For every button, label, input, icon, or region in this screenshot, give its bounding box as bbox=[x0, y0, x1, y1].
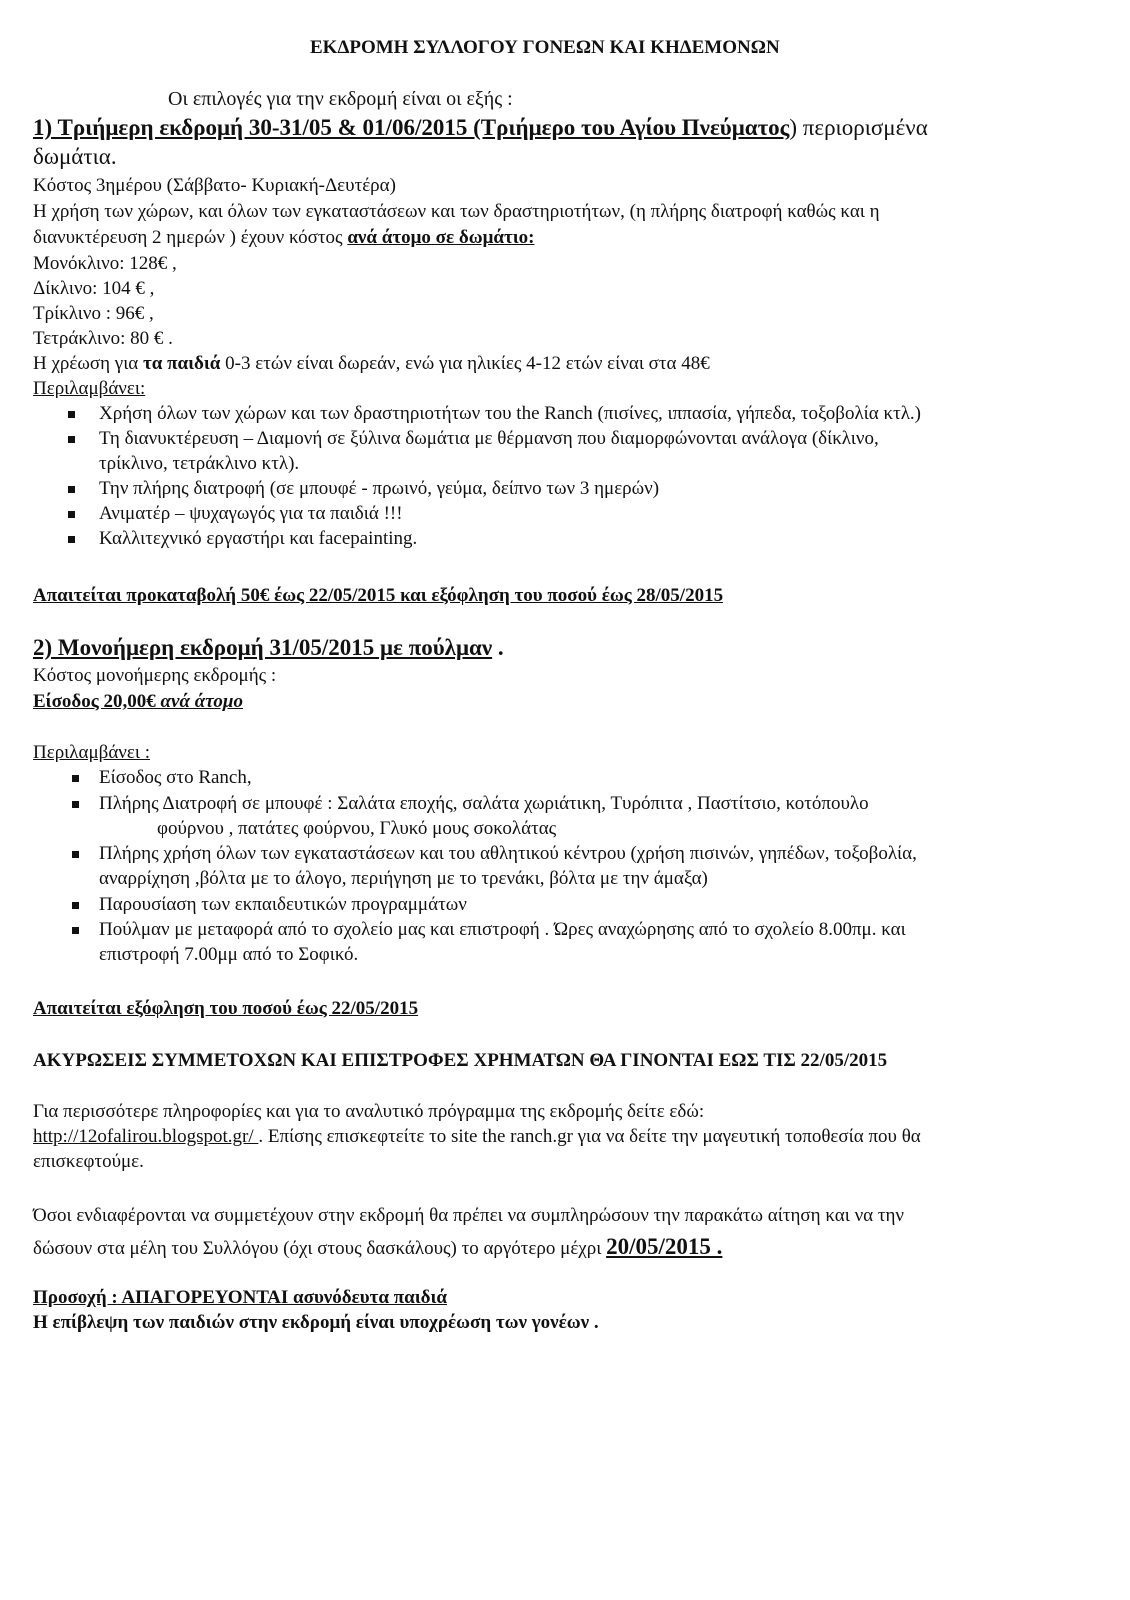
price-quadruple: Τετράκλινο: 80 € . bbox=[33, 328, 173, 349]
option2-include-item: Πλήρης χρήση όλων των εγκαταστάσεων και του αθλητικού κέντρου (χρήση πισινών, γηπέδων, τοξοβολία, bbox=[99, 843, 917, 864]
option1-heading bbox=[33, 114, 928, 142]
children-pricing-pre: Η χρέωση για bbox=[33, 353, 144, 374]
warning-text: ΑΠΑΓΟΡΕΥΟΝΤΑΙ ασυνόδευτα παιδιά bbox=[117, 1287, 448, 1308]
children-pricing-post: 0-3 ετών είναι δωρεάν, ενώ για ηλικίες 4-12 ετών είναι στα 48€ bbox=[220, 353, 710, 374]
option2-include-item: Παρουσίαση των εκπαιδευτικών προγραμμάτων bbox=[99, 894, 467, 915]
option1-usage-text: διανυκτέρευση 2 ημερών ) έχουν κόστος bbox=[33, 227, 348, 248]
bullet-icon bbox=[72, 801, 79, 808]
option1-includes-label: Περιλαμβάνει: bbox=[33, 378, 146, 399]
option2-heading-main: 2) Μονοήμερη εκδρομή 31/05/2015 με πούλμαν bbox=[33, 635, 493, 660]
option2-include-item-continued: επιστροφή 7.00μμ από το Σοφικό. bbox=[99, 944, 359, 965]
info-line3: επισκεφτούμε. bbox=[33, 1151, 144, 1172]
option1-include-item: Τη διανυκτέρευση – Διαμονή σε ξύλινα δωμάτια με θέρμανση που διαμορφώνονται ανάλογα (δίκλινο, bbox=[99, 428, 879, 449]
children-pricing bbox=[33, 352, 710, 376]
option2-payment-notice: Απαιτείται εξόφληση του ποσού έως 22/05/2015 bbox=[33, 998, 419, 1019]
option1-usage-emphasis: ανά άτομο σε δωμάτιο: bbox=[347, 227, 535, 248]
option2-include-item-continued: φούρνου , πατάτες φούρνου, Γλυκό μους σοκολάτας bbox=[157, 818, 557, 839]
price-single: Μονόκλινο: 128€ , bbox=[33, 253, 177, 274]
registration-deadline: 20/05/2015 . bbox=[606, 1234, 723, 1259]
option1-heading-line2: δωμάτια. bbox=[33, 144, 117, 169]
bullet-icon bbox=[68, 536, 75, 543]
option1-usage-line1: Η χρήση των χώρων, και όλων των εγκαταστάσεων και των δραστηριοτήτων, (η πλήρης διατροφή καθώς και η bbox=[33, 201, 880, 222]
bullet-icon bbox=[72, 927, 79, 934]
info-line1: Για περισσότερε πληροφορίες και για το αναλυτικό πρόγραμμα της εκδρομής δείτε εδώ: bbox=[33, 1101, 705, 1122]
option2-heading-tail: . bbox=[492, 635, 504, 660]
warning-label: Προσοχή : bbox=[33, 1287, 118, 1308]
price-double: Δίκλινο: 104 € , bbox=[33, 278, 155, 299]
bullet-icon bbox=[68, 486, 75, 493]
option2-include-item-continued: αναρρίχηση ,βόλτα με το άλογο, περιήγηση με το τρενάκι, βόλτα με την άμαξα) bbox=[99, 868, 708, 889]
option2-entry-per-person: ανά άτομο bbox=[160, 691, 243, 712]
option1-include-item: Την πλήρης διατροφή (σε μπουφέ - πρωινό, γεύμα, δείπνο των 3 ημερών) bbox=[99, 478, 660, 499]
option2-heading bbox=[33, 634, 504, 662]
option1-heading-main: 1) Τριήμερη εκδρομή 30-31/05 & 01/06/2015 (Τριήμερο του Αγίου Πνεύματος bbox=[33, 115, 790, 140]
registration-line2 bbox=[33, 1233, 722, 1261]
option2-includes-label: Περιλαμβάνει : bbox=[33, 742, 150, 763]
option1-heading-tail: ) περιορισμένα bbox=[789, 115, 928, 140]
warning-line bbox=[33, 1286, 447, 1310]
option2-entry-fee bbox=[33, 690, 243, 714]
supervision-note: Η επίβλεψη των παιδιών στην εκδρομή είναι υποχρέωση των γονέων . bbox=[33, 1312, 599, 1333]
info-line2 bbox=[33, 1125, 921, 1149]
bullet-icon bbox=[72, 902, 79, 909]
intro-text: Οι επιλογές για την εκδρομή είναι οι εξής : bbox=[168, 88, 513, 110]
bullet-icon bbox=[72, 775, 79, 782]
option1-include-item: Ανιματέρ – ψυχαγωγός για τα παιδιά !!! bbox=[99, 503, 403, 524]
registration-line2-text: δώσουν στα μέλη του Συλλόγου (όχι στους δασκάλους) το αργότερο μέχρι bbox=[33, 1238, 607, 1259]
option2-include-item: Πλήρης Διατροφή σε μπουφέ : Σαλάτα εποχής, σαλάτα χωριάτικη, Τυρόπιτα , Παστίτσιο, κοτόπουλο bbox=[99, 793, 869, 814]
option1-deposit-notice: Απαιτείται προκαταβολή 50€ έως 22/05/2015 και εξόφληση του ποσού έως 28/05/2015 bbox=[33, 585, 724, 606]
info-line2-tail: . Επίσης επισκεφτείτε το site the ranch.gr για να δείτε την μαγευτική τοποθεσία που θα bbox=[258, 1126, 921, 1147]
document-title: ΕΚΔΡΟΜΗ ΣΥΛΛΟΓΟΥ ΓΟΝΕΩΝ ΚΑΙ ΚΗΔΕΜΟΝΩΝ bbox=[310, 37, 780, 58]
option1-include-item: Χρήση όλων των χώρων και των δραστηριοτήτων του the Ranch (πισίνες, ιππασία, γήπεδα, τοξοβολία κτλ.) bbox=[99, 403, 922, 424]
option1-include-item: Καλλιτεχνικό εργαστήρι και facepainting. bbox=[99, 528, 418, 549]
bullet-icon bbox=[68, 411, 75, 418]
children-pricing-bold: τα παιδιά bbox=[143, 353, 221, 374]
price-triple: Τρίκλινο : 96€ , bbox=[33, 303, 154, 324]
option2-entry-amount: Είσοδος 20,00€ bbox=[33, 691, 161, 712]
option1-include-item-continued: τρίκλινο, τετράκλινο κτλ). bbox=[99, 453, 300, 474]
bullet-icon bbox=[68, 511, 75, 518]
option1-cost-label: Κόστος 3ημέρου (Σάββατο- Κυριακή-Δευτέρα) bbox=[33, 175, 396, 196]
option2-cost-label: Κόστος μονοήμερης εκδρομής : bbox=[33, 665, 277, 686]
blog-link[interactable]: http://12ofalirou.blogspot.gr/ bbox=[33, 1126, 259, 1147]
option2-include-item: Είσοδος στο Ranch, bbox=[99, 767, 252, 788]
bullet-icon bbox=[68, 436, 75, 443]
option2-include-item: Πούλμαν με μεταφορά από το σχολείο μας και επιστροφή . Ώρες αναχώρησης από το σχολείο 8.00πμ. και bbox=[99, 919, 906, 940]
bullet-icon bbox=[72, 851, 79, 858]
option1-usage-line2 bbox=[33, 226, 534, 250]
cancellations-notice: ΑΚΥΡΩΣΕΙΣ ΣΥΜΜΕΤΟΧΩΝ ΚΑΙ ΕΠΙΣΤΡΟΦΕΣ ΧΡΗΜΑΤΩΝ ΘΑ ΓΙΝΟΝΤΑΙ ΕΩΣ ΤΙΣ 22/05/2015 bbox=[33, 1050, 888, 1071]
registration-line1: Όσοι ενδιαφέρονται να συμμετέχουν στην εκδρομή θα πρέπει να συμπληρώσουν την παρακάτω αίτηση και να την bbox=[33, 1205, 905, 1226]
